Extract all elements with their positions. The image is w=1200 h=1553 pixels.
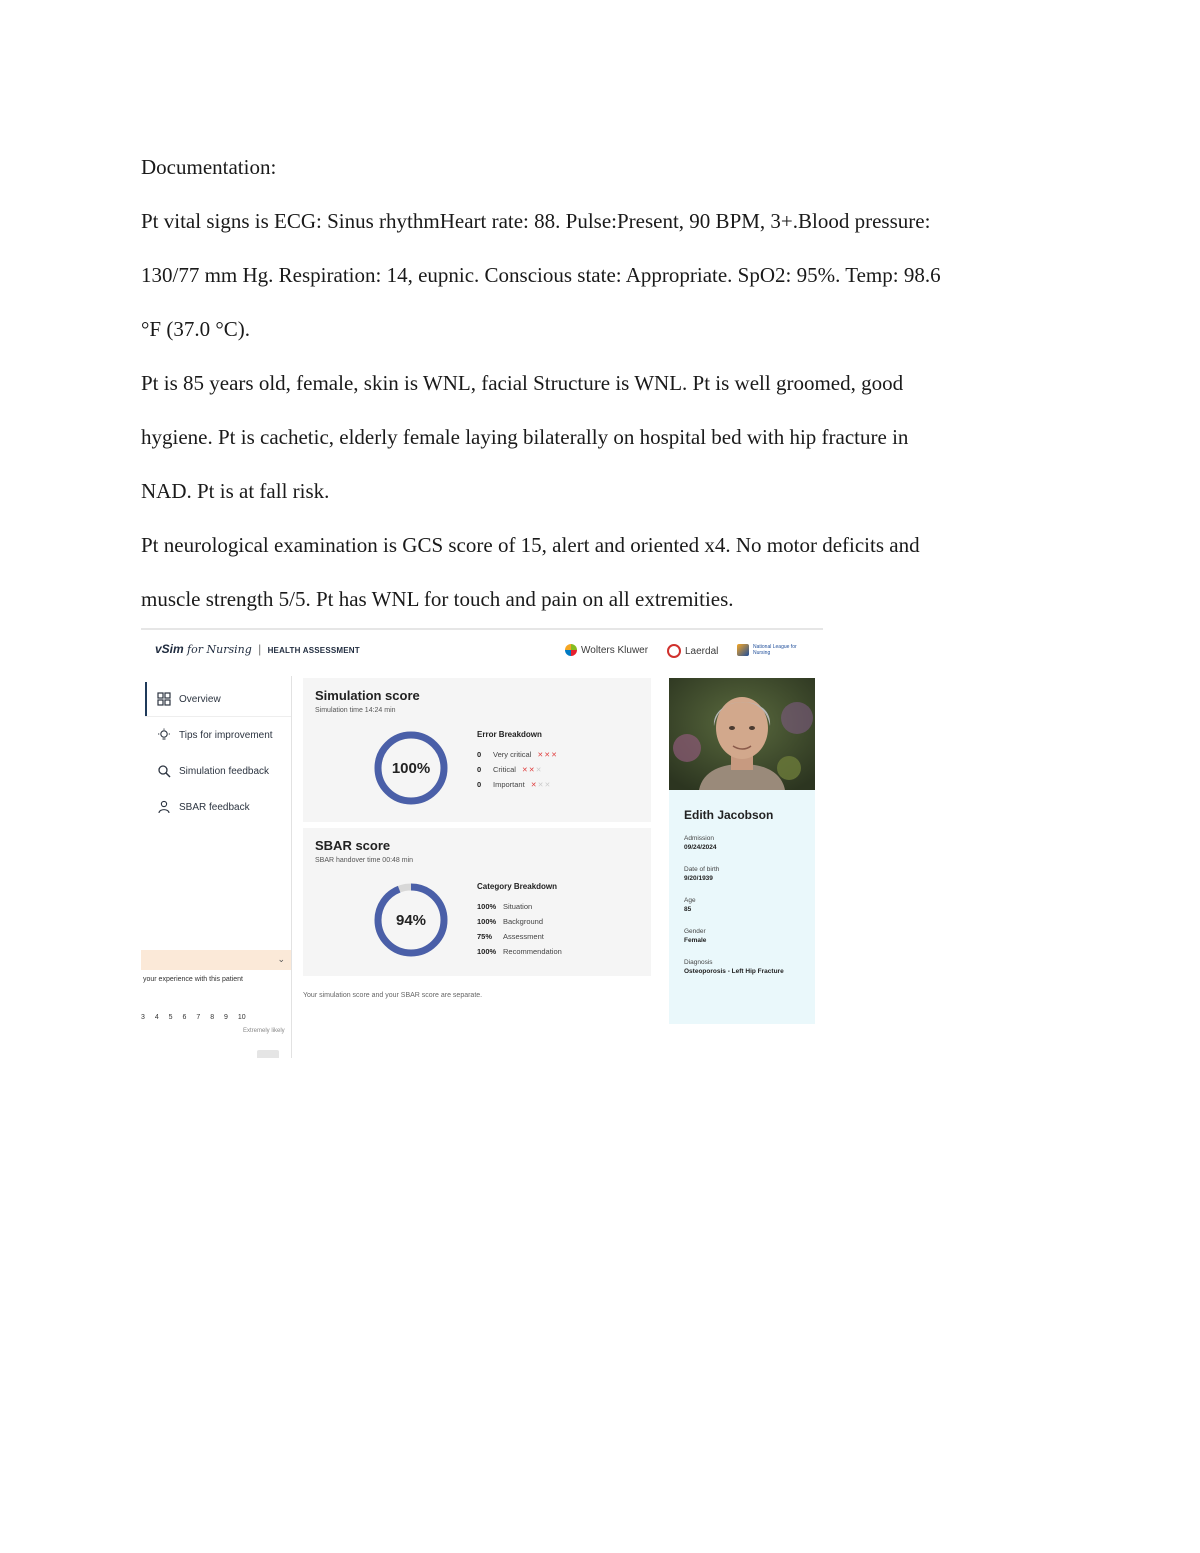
patient-name: Edith Jacobson: [684, 808, 774, 822]
sidebar-item-label: SBAR feedback: [179, 801, 250, 813]
search-icon: [157, 764, 171, 778]
patient-field-admission: Admission 09/24/2024: [684, 835, 717, 851]
category-row: 75% Assessment: [477, 932, 544, 941]
doc-line: Pt neurological examination is GCS score of 15, alert and oriented x4. No motor deficits and: [141, 533, 920, 557]
rating-panel-header[interactable]: [141, 950, 291, 970]
card-subtitle: SBAR handover time 00:48 min: [315, 857, 414, 864]
person-icon: [157, 800, 171, 814]
doc-heading: Documentation:: [141, 155, 277, 179]
sbar-score-card: [303, 828, 651, 976]
category-breakdown: [477, 882, 637, 959]
lightbulb-icon: [157, 728, 171, 742]
patient-field-diagnosis: Diagnosis Osteoporosis - Left Hip Fracture: [684, 959, 784, 975]
error-breakdown: [477, 730, 637, 792]
error-marks: ✕✕✕: [537, 751, 558, 759]
category-row: 100% Recommendation: [477, 947, 562, 956]
score-footnote: Your simulation score and your SBAR score are separate.: [303, 992, 483, 999]
card-title: SBAR score: [315, 838, 391, 853]
breakdown-title: Error Breakdown: [477, 730, 542, 739]
doc-line: NAD. Pt is at fall risk.: [141, 479, 330, 503]
doc-line: hygiene. Pt is cachetic, elderly female laying bilaterally on hospital bed with hip fracture in: [141, 425, 909, 449]
rating-submit-button[interactable]: [257, 1050, 279, 1058]
laerdal-icon: [667, 644, 681, 658]
patient-field-dob: Date of birth 9/20/1939: [684, 866, 720, 882]
sidebar-item-tips[interactable]: [147, 718, 291, 752]
sidebar-item-label: Simulation feedback: [179, 765, 270, 777]
sidebar-item-sbar-feedback[interactable]: [147, 790, 291, 824]
sidebar-item-overview[interactable]: [145, 682, 291, 716]
documentation-text: [141, 140, 1061, 626]
category-row: 100% Background: [477, 917, 544, 926]
sidebar-item-label: Tips for improvement: [179, 729, 273, 741]
doc-line: 130/77 mm Hg. Respiration: 14, eupnic. Conscious state: Appropriate. SpO2: 95%. Temp: 98.6: [141, 263, 941, 287]
sidebar-item-label: Overview: [179, 693, 221, 705]
chevron-down-icon[interactable]: ⌄: [277, 954, 285, 964]
grid-icon: [157, 692, 171, 706]
error-marks: ✕✕✕: [530, 781, 552, 789]
error-row: 0 Important ✕✕✕: [477, 780, 552, 789]
doc-line: Pt is 85 years old, female, skin is WNL, facial Structure is WNL. Pt is well groomed, good: [141, 371, 904, 395]
wolters-kluwer-logo: Wolters Kluwer: [565, 644, 648, 656]
rating-question: your experience with this patient: [143, 976, 243, 983]
sidebar-item-simulation-feedback[interactable]: [147, 754, 291, 788]
brand-for-nursing: for Nursing: [187, 643, 252, 656]
laerdal-logo: Laerdal: [667, 644, 718, 658]
simulation-score-value: 100%: [391, 759, 431, 777]
app-brand: vSim for Nursing | HEALTH ASSESSMENT: [155, 642, 360, 656]
simulation-score-card: [303, 678, 651, 822]
wolters-kluwer-icon: [565, 644, 577, 656]
doc-line: muscle strength 5/5. Pt has WNL for touch and pain on all extremities.: [141, 587, 734, 611]
brand-vsim: vSim: [155, 642, 184, 656]
breakdown-title: Category Breakdown: [477, 882, 558, 891]
error-marks: ✕✕✕: [521, 766, 543, 774]
sidebar: [141, 676, 291, 1058]
card-title: Simulation score: [315, 688, 420, 703]
doc-line: Pt vital signs is ECG: Sinus rhythmHeart rate: 88. Pulse:Present, 90 BPM, 3+.Blood pressure:: [141, 209, 931, 233]
patient-field-gender: Gender Female: [684, 928, 707, 944]
nln-icon: [737, 644, 749, 656]
patient-field-age: Age 85: [684, 897, 696, 913]
rating-hint: Extremely likely: [243, 1028, 285, 1034]
app-header: [141, 630, 823, 674]
nln-logo: National League for Nursing: [737, 644, 807, 656]
error-row: 0 Very critical ✕✕✕: [477, 750, 558, 759]
rating-scale[interactable]: 3 4 5 6 7 8 9 10: [141, 1014, 246, 1021]
sidebar-divider: [291, 676, 292, 1058]
card-subtitle: Simulation time 14:24 min: [315, 707, 396, 714]
patient-card: [669, 678, 815, 1024]
category-row: 100% Situation: [477, 902, 533, 911]
error-row: 0 Critical ✕✕✕: [477, 765, 543, 774]
patient-photo: [669, 678, 815, 790]
embedded-vsim-screenshot: [141, 628, 823, 1058]
doc-line: °F (37.0 °C).: [141, 317, 250, 341]
sbar-score-value: 94%: [395, 911, 427, 929]
section-title: HEALTH ASSESSMENT: [267, 646, 360, 655]
